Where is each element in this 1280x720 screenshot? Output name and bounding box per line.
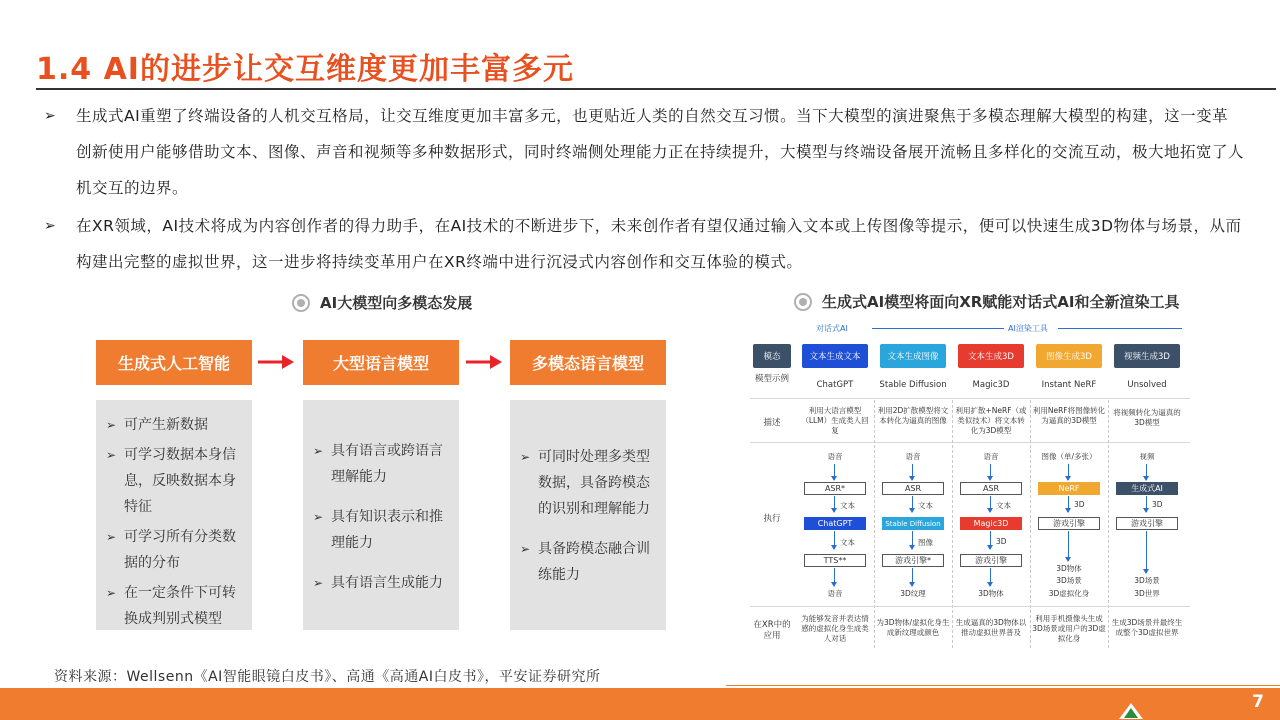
application-cell: 为3D物体/虚拟化身生成新纹理或颜色 xyxy=(876,618,950,637)
bullet-arrow-icon: ➢ xyxy=(520,542,531,556)
modality-chip-label: 文本生成文本 xyxy=(809,352,861,362)
list-item xyxy=(520,536,656,588)
flow-arrow xyxy=(912,464,913,480)
modality-chip xyxy=(802,344,868,368)
arrow-right-icon xyxy=(256,352,296,372)
row-label-description: 描述 xyxy=(763,418,781,428)
flow-output: 3D纹理 xyxy=(900,589,926,598)
column-divider xyxy=(952,400,953,648)
flow-box: TTS** xyxy=(804,554,866,567)
flow-arrow xyxy=(912,531,913,549)
flow-output: 3D世界 xyxy=(1134,589,1160,598)
description-cell: 利用NeRF将图像转化为逼真的3D模型 xyxy=(1032,406,1106,425)
left-figure-caption xyxy=(292,292,472,313)
bullet-item xyxy=(44,208,1244,280)
flow-arrow xyxy=(1068,496,1069,512)
flow-input: 语音 xyxy=(983,452,999,461)
list-item-text: 在一定条件下可转换成判别式模型 xyxy=(124,585,236,627)
flow-label: 3D xyxy=(1152,500,1163,509)
bullet-arrow-icon: ➢ xyxy=(44,218,57,234)
flow-input: 视频 xyxy=(1139,452,1155,461)
row-label-modality: 模态 xyxy=(753,344,791,368)
list-item-text: 具有知识表示和推理能力 xyxy=(331,509,443,551)
application-cell: 生成3D场景并最终生成整个3D虚拟世界 xyxy=(1111,618,1183,637)
application-cell: 生成逼真的3D物体以推动虚拟世界普及 xyxy=(955,618,1027,637)
flow-output: 3D物体 xyxy=(1056,564,1082,573)
flow-arrow xyxy=(990,464,991,480)
flow-arrow xyxy=(1146,464,1147,480)
flow-arrow xyxy=(1146,496,1147,512)
flow-output: 3D物体 xyxy=(978,589,1004,598)
arrow-right-icon xyxy=(464,352,504,372)
list-item xyxy=(106,580,242,632)
example-cell: Magic3D xyxy=(972,380,1010,390)
flow-arrow xyxy=(990,496,991,512)
list-item-text: 具有语言或跨语言理解能力 xyxy=(331,443,443,485)
flow-label: 图像 xyxy=(918,538,933,547)
company-logo-icon xyxy=(1118,702,1144,720)
flow-output: 3D场景 xyxy=(1134,576,1160,585)
column-header-genai: 生成式人工智能 xyxy=(96,340,252,385)
example-cell: Unsolved xyxy=(1127,380,1167,390)
bullet-arrow-icon: ➢ xyxy=(520,450,531,464)
example-cell: ChatGPT xyxy=(816,380,854,390)
flow-input: 图像（单/多张） xyxy=(1041,452,1097,461)
flow-output: 语音 xyxy=(827,589,843,598)
flow-input: 语音 xyxy=(905,452,921,461)
list-item xyxy=(106,442,242,520)
modality-chip xyxy=(1114,344,1180,368)
row-divider xyxy=(750,606,1190,607)
column-header-mllm: 多模态语言模型 xyxy=(510,340,666,385)
right-figure-caption xyxy=(794,291,1180,312)
flow-box: Stable Diffusion xyxy=(882,517,944,530)
flow-output: 3D虚拟化身 xyxy=(1048,589,1090,598)
row-label-examples: 模型示例 xyxy=(754,374,789,384)
bullet-arrow-icon: ➢ xyxy=(313,510,324,524)
flow-arrow xyxy=(990,531,991,549)
description-cell: 利用扩散+NeRF（或类似技术）将文本转化为3D模型 xyxy=(955,406,1027,435)
bullet-text: 生成式AI重塑了终端设备的人机交互格局，让交互维度更加丰富多元，也更贴近人类的自然交互习惯。当下大模型的演进聚焦于多模态理解大模型的构建，这一变革创新使用户能够借助文本、图像、声音和视频等多种数据形式，同时终端侧处理能力正在持续提升，大模型与终端设备展开流畅且多样化的交流互动，极大地拓宽了人机交互的边界。 xyxy=(76,107,1245,197)
bullet-arrow-icon: ➢ xyxy=(44,108,57,124)
list-item-text: 可同时处理多类型数据，具备跨模态的识别和理解能力 xyxy=(538,449,650,517)
row-label-execution: 执行 xyxy=(763,514,781,524)
bullet-text: 在XR领域，AI技术将成为内容创作者的得力助手，在AI技术的不断进步下，未来创作者有望仅通过输入文本或上传图像等提示，便可以快速生成3D物体与场景，从而构建出完整的虚拟世界，这一进步将持续变革用户在XR终端中进行沉浸式内容创作和交互体验的模式。 xyxy=(76,217,1242,271)
row-divider xyxy=(750,398,1190,399)
application-cell: 利用手机摄像头生成3D场景或用户的3D虚拟化身 xyxy=(1032,614,1106,643)
top-label-conversational: 对话式AI xyxy=(816,324,848,333)
column-divider xyxy=(1108,400,1109,648)
flow-arrow xyxy=(912,568,913,586)
modality-chip xyxy=(880,344,946,368)
flow-box: NeRF xyxy=(1038,482,1100,495)
footer-bar xyxy=(0,688,1280,720)
description-cell: 利用大语言模型（LLM）生成类人回复 xyxy=(801,406,869,435)
flow-label: 文本 xyxy=(996,501,1011,510)
flow-output: 3D场景 xyxy=(1056,576,1082,585)
flow-arrow xyxy=(834,568,835,586)
column-divider xyxy=(874,400,875,648)
modality-chip-label: 文本生成图像 xyxy=(887,352,939,362)
flow-arrow xyxy=(990,568,991,586)
flow-label: 3D xyxy=(996,537,1007,546)
list-item xyxy=(106,412,242,438)
bullet-arrow-icon: ➢ xyxy=(106,448,117,462)
flow-box: 游戏引擎* xyxy=(882,554,944,567)
list-item-text: 可学习所有分类数据的分布 xyxy=(124,529,236,571)
row-divider xyxy=(750,442,1190,443)
bullet-arrow-icon: ➢ xyxy=(313,576,324,590)
modality-chip-label: 文本生成3D xyxy=(968,352,1014,362)
flow-box: 游戏引擎 xyxy=(1038,517,1100,530)
list-item-text: 可学习数据本身信息，反映数据本身特征 xyxy=(124,447,236,515)
description-cell: 利用2D扩散模型将文本转化为逼真的图像 xyxy=(877,406,949,425)
flow-arrow xyxy=(912,496,913,512)
flow-box: ASR xyxy=(960,482,1022,495)
list-item xyxy=(313,438,449,490)
flow-label: 文本 xyxy=(840,501,855,510)
flow-box: 游戏引擎 xyxy=(1116,517,1178,530)
column-header-llm: 大型语言模型 xyxy=(303,340,459,385)
modality-chip xyxy=(958,344,1024,368)
column-body-llm xyxy=(303,400,459,630)
flow-arrow xyxy=(1146,531,1147,573)
column-divider xyxy=(1030,400,1031,648)
example-cell: Stable Diffusion xyxy=(879,380,947,390)
bullet-item xyxy=(44,98,1244,206)
title-underline xyxy=(36,88,1276,90)
flow-box: Magic3D xyxy=(960,517,1022,530)
flow-arrow xyxy=(1068,464,1069,480)
page-title: 1.4 AI的进步让交互维度更加丰富多元 xyxy=(36,52,574,87)
list-item xyxy=(313,570,449,596)
bullet-arrow-icon: ➢ xyxy=(106,586,117,600)
flow-box: ASR* xyxy=(804,482,866,495)
radio-dot-icon xyxy=(794,293,812,311)
bracket-line xyxy=(874,328,1004,329)
row-label-application: 在XR中的应用 xyxy=(753,620,791,641)
modality-chip xyxy=(1036,344,1102,368)
flow-label: 3D xyxy=(1074,500,1085,509)
source-note: 资料来源：Wellsenn《AI智能眼镜白皮书》、高通《高通AI白皮书》，平安证券研究所 xyxy=(54,669,601,685)
flow-arrow xyxy=(1068,531,1069,561)
column-body-mllm xyxy=(510,400,666,630)
list-item xyxy=(313,504,449,556)
bullet-arrow-icon: ➢ xyxy=(313,444,324,458)
left-figure-caption-text: AI大模型向多模态发展 xyxy=(320,294,473,312)
flow-arrow xyxy=(834,531,835,549)
flow-label: 文本 xyxy=(840,538,855,547)
modality-chip-label: 视频生成3D xyxy=(1124,352,1170,362)
modality-chip-label: 图像生成3D xyxy=(1046,352,1092,362)
flow-box: 游戏引擎 xyxy=(960,554,1022,567)
application-cell: 为能够发音并表达情感的虚拟化身生成类人对话 xyxy=(801,614,869,643)
bracket-line xyxy=(1058,328,1182,329)
flow-label: 文本 xyxy=(918,501,933,510)
flow-input: 语音 xyxy=(827,452,843,461)
description-cell: 将视频转化为逼真的3D模型 xyxy=(1113,408,1181,427)
example-cell: Instant NeRF xyxy=(1041,380,1097,390)
top-label-rendering: AI渲染工具 xyxy=(1008,324,1048,333)
bullet-list xyxy=(44,98,1244,280)
list-item xyxy=(106,524,242,576)
list-item xyxy=(520,444,656,522)
list-item-text: 具备跨模态融合训练能力 xyxy=(538,541,650,583)
list-item-text: 具有语言生成能力 xyxy=(331,575,443,591)
page-number: 7 xyxy=(1252,692,1264,712)
column-body-genai xyxy=(96,400,252,630)
flow-box: ChatGPT xyxy=(804,517,866,530)
bullet-arrow-icon: ➢ xyxy=(106,530,117,544)
flow-arrow xyxy=(834,464,835,480)
flow-arrow xyxy=(834,496,835,512)
source-divider xyxy=(726,685,1280,686)
list-item-text: 可产生新数据 xyxy=(124,417,208,433)
bullet-arrow-icon: ➢ xyxy=(106,418,117,432)
flow-box: 生成式AI xyxy=(1116,482,1178,495)
xr-ai-diagram xyxy=(750,318,1190,648)
right-figure-caption-text: 生成式AI模型将面向XR赋能对话式AI和全新渲染工具 xyxy=(822,293,1180,311)
flow-box: ASR xyxy=(882,482,944,495)
radio-dot-icon xyxy=(292,294,310,312)
